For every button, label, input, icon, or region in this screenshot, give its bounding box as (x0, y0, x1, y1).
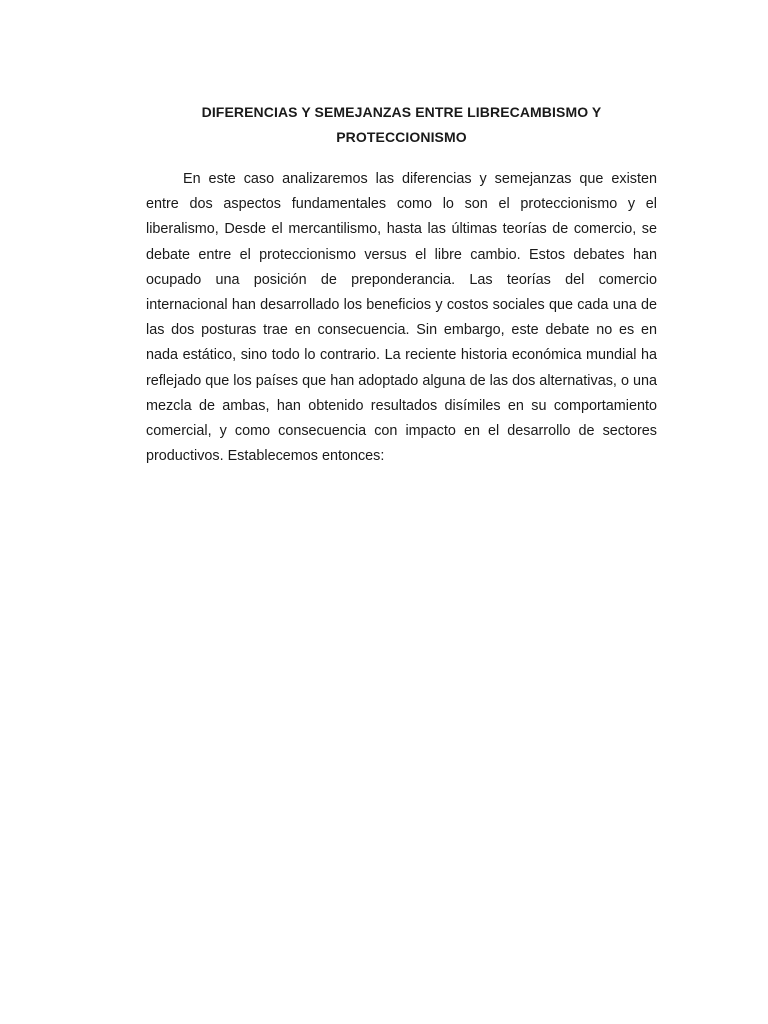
body-paragraph: En este caso analizaremos las diferencias y semejanzas que existen entre dos aspectos fundamentales como lo son el proteccionismo y el liberalismo, Desde el mercantilismo, hasta las últimas teorías de comercio, se debate entre el proteccionismo versus el libre cambio. Estos debates han ocupado una posición de preponderancia. Las teorías del comercio internacional han desarrollado los beneficios y costos sociales que cada una de las dos posturas trae en consecuencia. Sin embargo, este debate no es en nada estático, sino todo lo contrario. La reciente historia económica mundial ha reflejado que los países que han adoptado alguna de las dos alternativas, o una mezcla de ambas, han obtenido resultados disímiles en su comportamiento comercial, y como consecuencia con impacto en el desarrollo de sectores productivos. Establecemos entonces: (146, 171, 657, 465)
document-title-line-1: DIFERENCIAS Y SEMEJANZAS ENTRE LIBRECAMBISMO Y (201, 104, 602, 120)
document-title-line-2: PROTECCIONISMO (336, 129, 467, 145)
document-content (146, 100, 657, 469)
document-title (146, 100, 657, 150)
